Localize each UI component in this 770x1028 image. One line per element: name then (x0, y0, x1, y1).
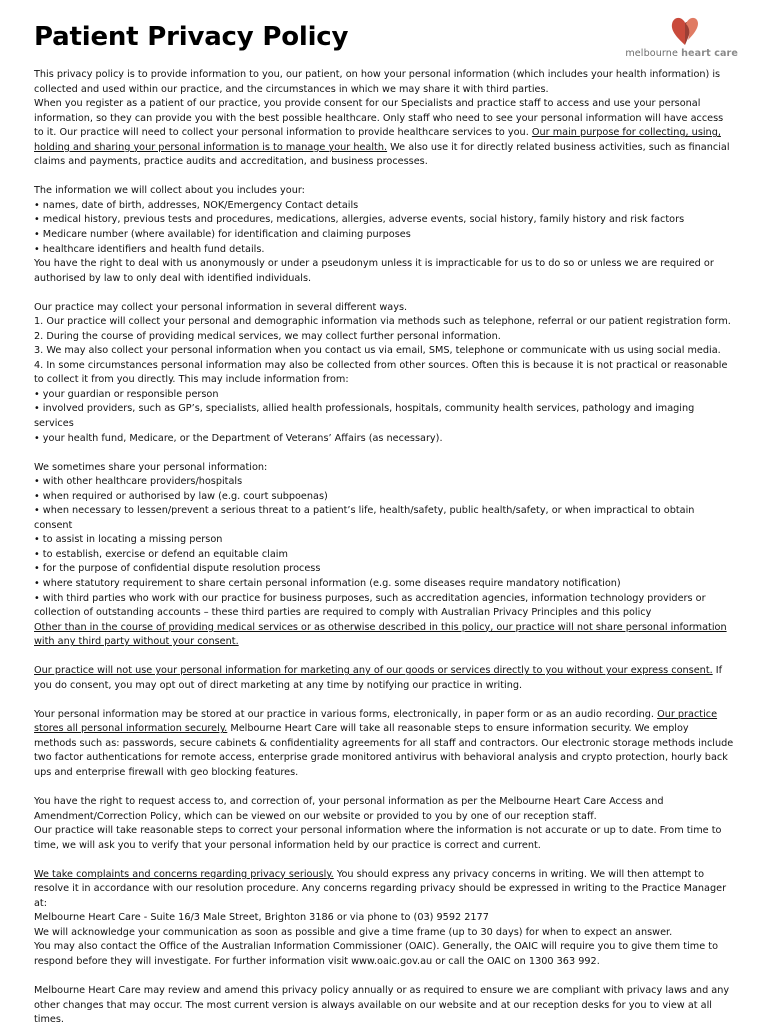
list-item: • with other healthcare providers/hospitals (34, 476, 243, 488)
list-item: • to establish, exercise or defend an equitable claim (34, 548, 288, 560)
intro-paragraph: This privacy policy is to provide information to you, our patient, on how your personal information (which includes your health information) is collected and used within our practice, and the circumstances in which we may share it with third parties. (34, 69, 721, 95)
storage-paragraph: Your personal information may be stored at our practice in various forms, electronically, in paper form or as an audio recording. Our practice stores all personal information securely. Melbourne Heart Care will take all reasonable steps to ensure information security. We employ methods such as: passwords, secure cabinets & confidentiality agreements for all staff and contractors. Our electronic storage methods include two factor authentications for remote access, enterprise grade monitored antivirus with behavioral analysis and crypto protection, hourly back ups and enterprise firewall with geo blocking features. (34, 708, 734, 779)
collect-heading: The information we will collect about you includes your: (34, 185, 305, 197)
sharing-closing: Other than in the course of providing medical services or as otherwise described in this policy, our practice will not share personal information with any third party without your consent. (34, 621, 727, 648)
access-paragraph: You have the right to request access to, and correction of, your personal information as per the Melbourne Heart Care Access and Amendment/Correction Policy, which can be viewed on our website or provided to you by one of our reception staff. (34, 796, 664, 822)
review-paragraph: Melbourne Heart Care may review and amend this privacy policy annually or as required to ensure we are compliant with privacy laws and any other changes that may occur. The most current version is always available on our website and at our reception desks for you to view at all times. (34, 985, 730, 1026)
list-item: • healthcare identifiers and health fund details. (34, 243, 265, 255)
practice-address: Melbourne Heart Care - Suite 16/3 Male Street, Brighton 3186 or via phone to (03) 9592 2177 (34, 912, 489, 924)
list-item: 2. During the course of providing medical services, we may collect further personal information. (34, 330, 501, 342)
list-item: • for the purpose of confidential dispute resolution process (34, 563, 321, 575)
heart-logo-icon (670, 14, 700, 48)
list-item: 4. In some circumstances personal information may also be collected from other sources. Often this is because it is not practical or reasonable to collect it from you directly. This may include information from: (34, 359, 728, 386)
list-item: • to assist in locating a missing person (34, 534, 223, 546)
list-item: • medical history, previous tests and procedures, medications, allergies, adverse events, social history, family history and risk factors (34, 214, 685, 226)
policy-body (34, 68, 734, 1028)
logo-wordmark: melbourne heart care (625, 48, 738, 59)
list-item: • your guardian or responsible person (34, 388, 219, 400)
practice-logo (626, 14, 738, 62)
oaic-paragraph: You may also contact the Office of the Australian Information Commissioner (OAIC). Generally, the OAIC will require you to give them time to respond before they will investigate. For further information visit www.oaic.gov.au or call the OAIC on 1300 363 992. (34, 941, 719, 968)
acknowledgement-line: We will acknowledge your communication as soon as possible and give a time frame (up to 30 days) for when to expect an answer. (34, 926, 673, 938)
list-item: 1. Our practice will collect your personal and demographic information via methods such as telephone, referral or our patient registration form. (34, 316, 731, 328)
main-purpose-underlined: Our main purpose for collecting, using, holding and sharing your personal information is to manage your health. (34, 127, 721, 153)
methods-heading: Our practice may collect your personal information in several different ways. (34, 301, 408, 313)
list-item: • names, date of birth, addresses, NOK/Emergency Contact details (34, 199, 359, 211)
page-title: Patient Privacy Policy (34, 22, 349, 52)
marketing-paragraph: Our practice will not use your personal information for marketing any of our goods or services directly to you without your express consent. If you do consent, you may opt out of direct marketing at any time by notifying our practice in writing. (34, 665, 723, 691)
list-item: • with third parties who work with our practice for business purposes, such as accreditation agencies, information technology providers or collection of outstanding accounts – these third parties are required to comply with Australian Privacy Principles and this policy (34, 592, 706, 619)
list-item: • when required or authorised by law (e.g. court subpoenas) (34, 490, 328, 502)
complaints-paragraph: We take complaints and concerns regarding privacy seriously. You should express any privacy concerns in writing. We will then attempt to resolve it in accordance with our resolution procedure. Any concerns regarding privacy should be expressed in writing to the Practice Manager at: (34, 868, 727, 909)
list-item: • Medicare number (where available) for identification and claiming purposes (34, 228, 411, 240)
list-item: 3. We may also collect your personal information when you contact us via email, SMS, telephone or communicate with us using social media. (34, 345, 721, 357)
anonymity-paragraph: You have the right to deal with us anonymously or under a pseudonym unless it is impracticable for us to do so or unless we are required or authorised by law to only deal with identified individuals. (34, 258, 714, 284)
list-item: • where statutory requirement to share certain personal information (e.g. some diseases require mandatory notification) (34, 578, 621, 589)
list-item: • when necessary to lessen/prevent a serious threat to a patient’s life, health/safety, public health/safety, or when impractical to obtain consent (34, 505, 695, 531)
list-item: • involved providers, such as GP’s, specialists, allied health professionals, hospitals, community health services, pathology and imaging services (34, 403, 695, 430)
list-item: • your health fund, Medicare, or the Department of Veterans’ Affairs (as necessary). (34, 432, 443, 444)
sharing-heading: We sometimes share your personal information: (34, 461, 268, 473)
document-page (34, 14, 738, 1028)
consent-paragraph: When you register as a patient of our practice, you provide consent for our Specialists and practice staff to access and use your personal information, so they can provide you with the best possible healthcare. Only staff who need to see your personal information will have access to it. Our practice will need to collect your personal information to provide healthcare services to you. Our main purpose for collecting, using, holding and sharing your personal information is to manage your health. We also use it for directly related business activities, such as financial claims and payments, practice audits and accreditation, and business processes. (34, 98, 730, 168)
document-header (34, 14, 738, 68)
correction-paragraph: Our practice will take reasonable steps to correct your personal information where the information is not accurate or up to date. From time to time, we will ask you to verify that your personal information held by our practice is correct and current. (34, 825, 722, 851)
